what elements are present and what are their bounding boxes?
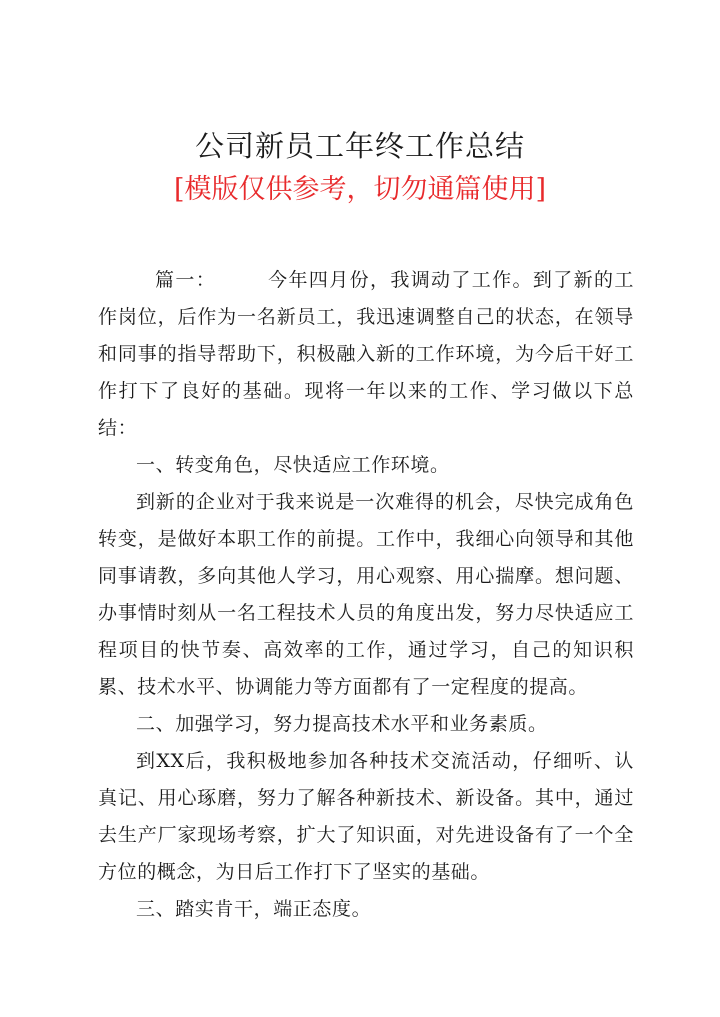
section-paragraph-1: 到新的企业对于我来说是一次难得的机会，尽快完成角色转变，是做好本职工作的前提。工作中，我细心向领导和其他同事请教，多向其他人学习，用心观察、用心揣摩。想问题、办事情时刻从一名工程技术人员的角度出发，努力尽快适应工程项目的快节奏、高效率的工作，通过学习，自己的知识积累、技术水平、协调能力等方面都有了一定程度的提高。 [98,491,634,698]
section-heading-1: 一、转变角色，尽快适应工作环境。 [136,454,450,476]
section-heading-2: 二、加强学习，努力提高技术水平和业务素质。 [136,713,548,735]
document-body [98,262,634,928]
document-title: 公司新员工年终工作总结 [194,129,525,163]
lead-label: 篇一： [155,269,217,291]
intro-paragraph-text: 今年四月份，我调动了工作。到了新的工作岗位，后作为一名新员工，我迅速调整自己的状态，在领导和同事的指导帮助下，积极融入新的工作环境，为今后干好工作打下了良好的基础。现将一年以来的工作、学习做以下总结： [98,269,634,439]
section-paragraph-2: 到XX后，我积极地参加各种技术交流活动，仔细听、认真记、用心琢磨，努力了解各种新技术、新设备。其中，通过去生产厂家现场考察，扩大了知识面，对先进设备有了一个全方位的概念，为日后工作打下了坚实的基础。 [98,750,634,883]
document-subtitle: [模版仅供参考，切勿通篇使用] [173,174,547,205]
section-heading-3: 三、踏实肯干，端正态度。 [136,898,372,920]
intro-paragraph [98,262,634,447]
